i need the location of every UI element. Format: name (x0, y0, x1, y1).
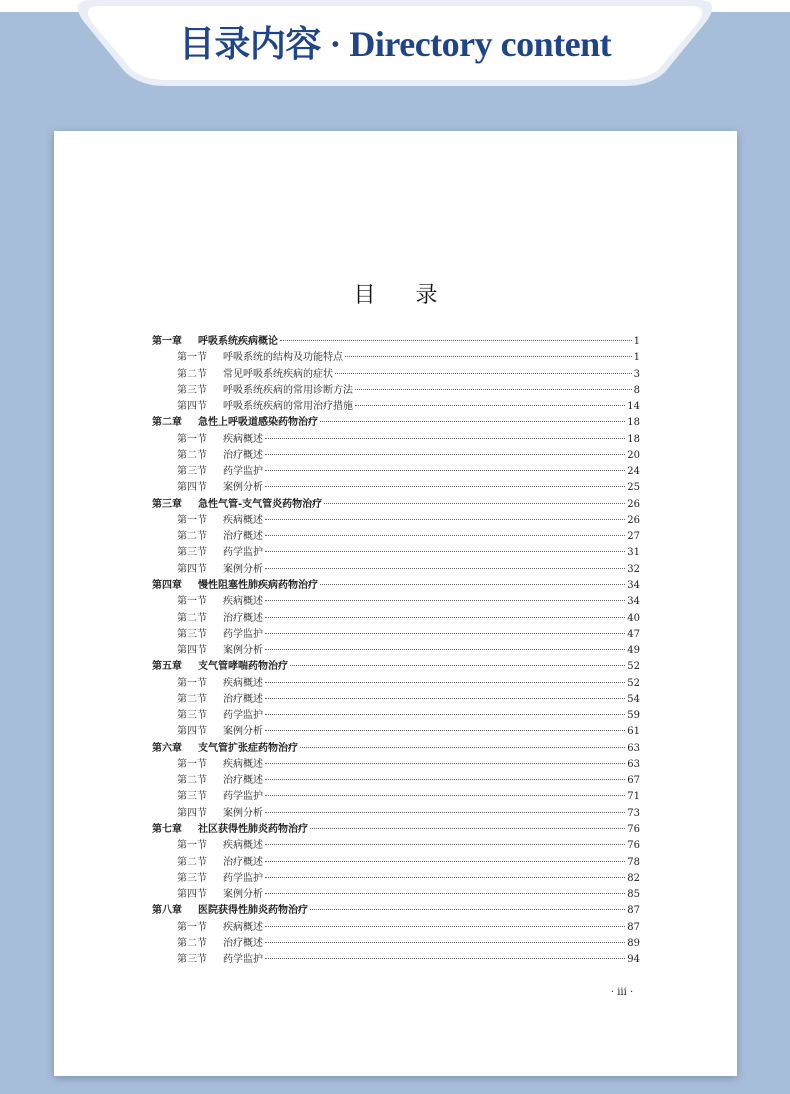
section-page-number: 34 (627, 596, 640, 608)
section-page-number: 24 (627, 466, 640, 478)
toc-chapter-entry (152, 739, 640, 755)
section-title: 疾病概述 (223, 433, 263, 445)
section-page-number: 89 (627, 937, 640, 949)
book-page (54, 131, 737, 1076)
section-number: 第一节 (177, 921, 207, 933)
section-page-number: 54 (627, 693, 640, 705)
section-page-number: 1 (633, 352, 640, 364)
section-title: 治疗概述 (223, 937, 263, 949)
section-title: 治疗概述 (223, 775, 263, 787)
chapter-title: 急性上呼吸道感染药物治疗 (198, 417, 318, 429)
section-number: 第二节 (177, 856, 207, 868)
dot-leader (265, 534, 625, 536)
section-title: 呼吸系统疾病的常用治疗措施 (223, 401, 353, 413)
dot-leader (265, 713, 625, 715)
section-number: 第三节 (177, 872, 207, 884)
dot-leader (320, 420, 625, 422)
chapter-number: 第八章 (152, 905, 182, 917)
section-title: 疾病概述 (223, 921, 263, 933)
section-page-number: 76 (627, 840, 640, 852)
dot-leader (265, 876, 625, 878)
section-title: 案例分析 (223, 807, 263, 819)
chapter-page-number: 1 (633, 336, 640, 347)
section-number: 第四节 (177, 645, 207, 657)
section-title: 治疗概述 (223, 693, 263, 705)
section-title: 药学监护 (223, 547, 263, 559)
toc-section-entry (152, 430, 640, 446)
chapter-title: 慢性阻塞性肺疾病药物治疗 (198, 579, 318, 591)
dot-leader (265, 550, 625, 552)
toc-section-entry (152, 560, 640, 576)
chapter-title: 急性气管-支气管炎药物治疗 (198, 498, 323, 510)
section-number: 第一节 (177, 514, 207, 526)
section-title: 治疗概述 (223, 612, 263, 624)
toc-section-entry (152, 934, 640, 950)
dot-leader (335, 372, 632, 374)
chapter-title: 社区获得性肺炎药物治疗 (198, 823, 308, 835)
section-page-number: 32 (627, 563, 640, 575)
section-title: 药学监护 (223, 466, 263, 478)
section-number: 第一节 (177, 596, 207, 608)
section-page-number: 94 (627, 954, 640, 966)
dot-leader (265, 762, 625, 764)
section-title: 治疗概述 (223, 449, 263, 461)
section-title: 疾病概述 (223, 840, 263, 852)
chapter-page-number: 63 (627, 742, 640, 754)
section-page-number: 25 (627, 482, 640, 494)
section-page-number: 47 (627, 628, 640, 640)
section-number: 第一节 (177, 840, 207, 852)
chapter-number: 第四章 (152, 579, 182, 591)
section-number: 第二节 (177, 449, 207, 461)
section-title: 常见呼吸系统疾病的症状 (223, 368, 333, 380)
chapter-title: 医院获得性肺炎药物治疗 (198, 905, 308, 917)
section-number: 第一节 (177, 352, 207, 364)
section-title: 案例分析 (223, 482, 263, 494)
toc-section-entry (152, 446, 640, 462)
dot-leader (320, 583, 625, 585)
chapter-page-number: 87 (627, 905, 640, 917)
toc-section-entry (152, 885, 640, 901)
section-title: 案例分析 (223, 726, 263, 738)
toc-chapter-entry (152, 576, 640, 592)
section-number: 第二节 (177, 693, 207, 705)
dot-leader (265, 697, 625, 699)
toc-section-entry (152, 706, 640, 722)
toc-section-entry (152, 641, 640, 657)
section-page-number: 27 (627, 531, 640, 543)
section-page-number: 85 (627, 889, 640, 901)
dot-leader (265, 453, 625, 455)
toc-section-entry (152, 397, 640, 413)
toc-chapter-entry (152, 413, 640, 429)
section-page-number: 61 (627, 726, 640, 738)
section-page-number: 31 (627, 547, 640, 559)
chapter-number: 第七章 (152, 823, 182, 835)
section-number: 第四节 (177, 807, 207, 819)
toc-section-entry (152, 674, 640, 690)
chapter-page-number: 18 (627, 417, 640, 429)
section-number: 第三节 (177, 710, 207, 722)
toc-chapter-entry (152, 332, 640, 348)
banner-title: 目录内容 · Directory content (178, 24, 612, 64)
dot-leader (300, 746, 625, 748)
chapter-number: 第三章 (152, 498, 182, 510)
dot-leader (265, 567, 625, 569)
dot-leader (265, 843, 625, 845)
chapter-title: 呼吸系统疾病概论 (198, 336, 278, 347)
dot-leader (265, 794, 625, 796)
section-number: 第四节 (177, 563, 207, 575)
section-number: 第三节 (177, 384, 207, 396)
header-banner (0, 0, 790, 110)
section-number: 第二节 (177, 775, 207, 787)
dot-leader (265, 729, 625, 731)
chapter-number: 第六章 (152, 742, 182, 754)
dot-leader (355, 388, 632, 390)
toc-section-entry (152, 950, 640, 966)
toc-chapter-entry (152, 820, 640, 836)
chapter-page-number: 76 (627, 823, 640, 835)
dot-leader (265, 616, 625, 618)
section-title: 呼吸系统疾病的常用诊断方法 (223, 384, 353, 396)
page-folio: · iii · (610, 987, 634, 998)
section-title: 疾病概述 (223, 758, 263, 770)
section-title: 疾病概述 (223, 514, 263, 526)
section-title: 治疗概述 (223, 531, 263, 543)
chapter-title: 支气管哮喘药物治疗 (198, 661, 288, 673)
dot-leader (355, 404, 625, 406)
toc-section-entry (152, 722, 640, 738)
dot-leader (324, 502, 625, 504)
section-page-number: 73 (627, 807, 640, 819)
section-title: 案例分析 (223, 563, 263, 575)
toc-section-entry (152, 918, 640, 934)
section-page-number: 14 (627, 401, 640, 413)
toc-section-entry (152, 462, 640, 478)
dot-leader (310, 827, 625, 829)
section-page-number: 49 (627, 645, 640, 657)
toc-section-entry (152, 527, 640, 543)
section-page-number: 67 (627, 775, 640, 787)
section-number: 第三节 (177, 547, 207, 559)
section-number: 第二节 (177, 937, 207, 949)
section-page-number: 26 (627, 514, 640, 526)
section-number: 第二节 (177, 368, 207, 380)
toc-chapter-entry (152, 495, 640, 511)
table-of-contents (152, 332, 640, 966)
section-page-number: 87 (627, 921, 640, 933)
toc-section-entry (152, 690, 640, 706)
toc-section-entry (152, 755, 640, 771)
toc-section-entry (152, 381, 640, 397)
dot-leader (265, 681, 625, 683)
toc-section-entry (152, 609, 640, 625)
chapter-number: 第五章 (152, 661, 182, 673)
dot-leader (280, 339, 632, 341)
toc-section-entry (152, 771, 640, 787)
toc-chapter-entry (152, 657, 640, 673)
section-title: 案例分析 (223, 645, 263, 657)
toc-section-entry (152, 478, 640, 494)
toc-section-entry (152, 804, 640, 820)
section-number: 第四节 (177, 889, 207, 901)
chapter-number: 第一章 (152, 336, 182, 347)
toc-section-entry (152, 511, 640, 527)
section-page-number: 8 (633, 384, 640, 396)
section-title: 疾病概述 (223, 596, 263, 608)
dot-leader (265, 892, 625, 894)
toc-section-entry (152, 592, 640, 608)
section-page-number: 71 (627, 791, 640, 803)
dot-leader (265, 437, 625, 439)
dot-leader (265, 957, 625, 959)
section-page-number: 78 (627, 856, 640, 868)
section-number: 第二节 (177, 531, 207, 543)
dot-leader (265, 469, 625, 471)
section-title: 疾病概述 (223, 677, 263, 689)
section-title: 案例分析 (223, 889, 263, 901)
chapter-page-number: 34 (627, 579, 640, 591)
toc-chapter-entry (152, 901, 640, 917)
chapter-title: 支气管扩张症药物治疗 (198, 742, 298, 754)
section-page-number: 82 (627, 872, 640, 884)
section-title: 治疗概述 (223, 856, 263, 868)
section-page-number: 59 (627, 710, 640, 722)
chapter-number: 第二章 (152, 417, 182, 429)
section-title: 药学监护 (223, 954, 263, 966)
section-number: 第三节 (177, 628, 207, 640)
section-number: 第一节 (177, 758, 207, 770)
section-page-number: 20 (627, 449, 640, 461)
section-page-number: 63 (627, 758, 640, 770)
section-number: 第三节 (177, 466, 207, 478)
section-title: 药学监护 (223, 710, 263, 722)
section-page-number: 40 (627, 612, 640, 624)
dot-leader (265, 518, 625, 520)
page-heading: 目录 (353, 283, 478, 308)
section-title: 药学监护 (223, 791, 263, 803)
dot-leader (265, 860, 625, 862)
toc-section-entry (152, 869, 640, 885)
section-title: 药学监护 (223, 872, 263, 884)
dot-leader (265, 648, 625, 650)
section-title: 呼吸系统的结构及功能特点 (223, 352, 343, 364)
dot-leader (345, 355, 632, 357)
dot-leader (290, 664, 625, 666)
section-number: 第二节 (177, 612, 207, 624)
dot-leader (265, 599, 625, 601)
toc-section-entry (152, 365, 640, 381)
section-number: 第四节 (177, 401, 207, 413)
section-number: 第四节 (177, 726, 207, 738)
dot-leader (265, 941, 625, 943)
dot-leader (265, 811, 625, 813)
section-page-number: 3 (633, 368, 640, 380)
dot-leader (310, 908, 625, 910)
dot-leader (265, 485, 625, 487)
chapter-page-number: 26 (627, 498, 640, 510)
toc-section-entry (152, 348, 640, 364)
toc-section-entry (152, 543, 640, 559)
toc-section-entry (152, 625, 640, 641)
section-page-number: 52 (627, 677, 640, 689)
dot-leader (265, 778, 625, 780)
chapter-page-number: 52 (627, 661, 640, 673)
toc-section-entry (152, 836, 640, 852)
section-title: 药学监护 (223, 628, 263, 640)
section-number: 第三节 (177, 954, 207, 966)
section-number: 第一节 (177, 433, 207, 445)
dot-leader (265, 632, 625, 634)
section-number: 第三节 (177, 791, 207, 803)
toc-section-entry (152, 853, 640, 869)
dot-leader (265, 925, 625, 927)
section-number: 第四节 (177, 482, 207, 494)
section-number: 第一节 (177, 677, 207, 689)
toc-section-entry (152, 787, 640, 803)
section-page-number: 18 (627, 433, 640, 445)
